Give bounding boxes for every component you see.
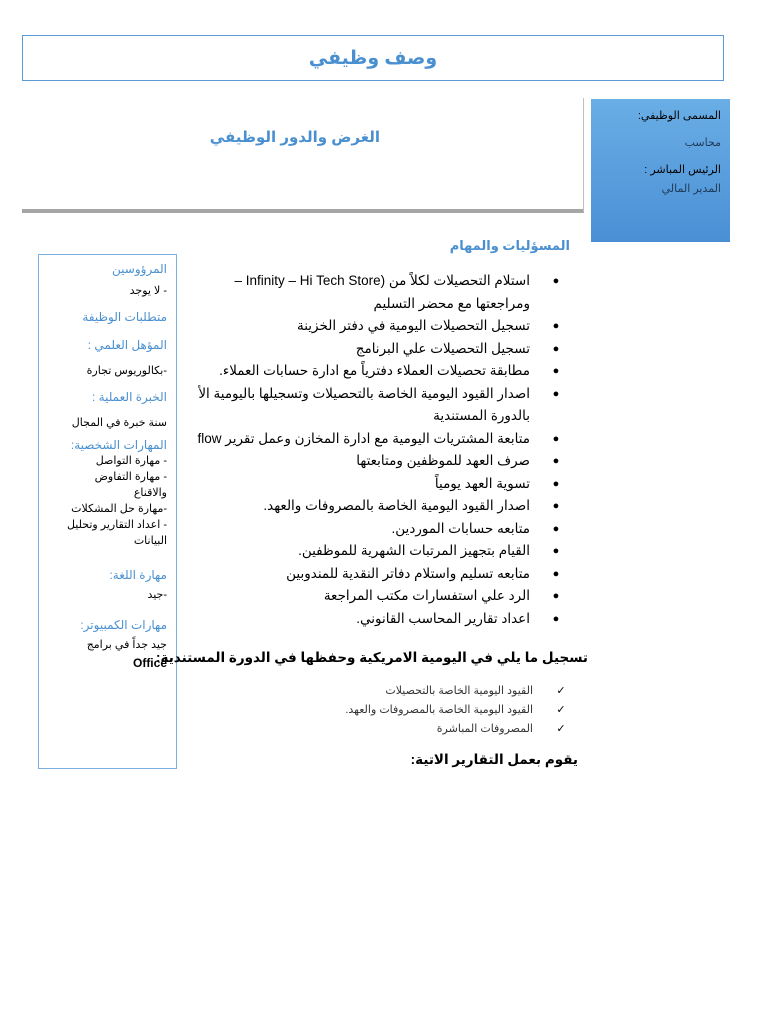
responsibilities-list <box>170 270 562 630</box>
responsibility-text: تسوية العهد يومياً <box>434 475 530 491</box>
qualification-value: -بكالوريوس تجارة <box>86 365 167 377</box>
requirements-sidebar <box>38 254 177 769</box>
list-item <box>170 383 562 428</box>
responsibility-text: تسجيل التحصيلات علي البرنامج <box>355 340 530 356</box>
list-item <box>170 315 562 338</box>
responsibility-text: اعداد تقارير المحاسب القانوني. <box>356 610 530 626</box>
record-items-list <box>300 682 568 739</box>
requirements-heading: متطلبات الوظيفة <box>82 310 167 324</box>
skill-item: البيانات <box>133 535 167 547</box>
list-item <box>170 540 562 563</box>
bullet-icon: ● <box>552 342 560 355</box>
record-heading: تسجيل ما يلي في اليومية الامريكية وحفظها في الدورة المستندية: <box>156 650 588 665</box>
bullet-icon: ● <box>552 590 560 602</box>
list-item <box>170 473 562 496</box>
responsibility-text-cont: بالدورة المستندية <box>433 408 530 423</box>
responsibility-text: القيام بتجهيز المرتبات الشهرية للموظفين. <box>298 543 530 558</box>
record-item-text: القيود اليومية الخاصة بالمصروفات والعهد. <box>345 704 533 716</box>
list-item <box>170 428 562 451</box>
bullet-icon: ● <box>552 365 560 377</box>
language-heading: مهارة اللغة: <box>109 568 167 582</box>
skill-item: -مهارة حل المشكلات <box>71 503 167 515</box>
experience-heading: الخبرة العملية : <box>91 390 167 404</box>
job-title-value: محاسب <box>684 137 721 149</box>
document-title-box <box>22 35 724 81</box>
bullet-icon: ● <box>552 500 560 512</box>
manager-value: المدير المالي <box>661 183 721 195</box>
responsibility-text: مطابقة تحصيلات العملاء دفترياً مع ادارة حسابات العملاء. <box>219 363 530 378</box>
manager-label: الرئيس المباشر : <box>644 164 721 176</box>
skill-item: - مهارة التفاوض <box>94 471 167 483</box>
purpose-heading: الغرض والدور الوظيفي <box>209 129 380 146</box>
list-item <box>170 563 562 586</box>
job-title-label: المسمى الوظيفي: <box>637 110 721 122</box>
skill-item: - اعداد التقارير وتحليل <box>66 519 167 531</box>
list-item <box>300 682 568 701</box>
section-divider <box>22 209 584 213</box>
reports-heading: يقوم بعمل التقارير الاتية: <box>410 752 578 767</box>
responsibility-text: اصدار القيود اليومية الخاصة بالتحصيلات وتسجيلها باليومية الأ <box>198 385 530 401</box>
list-item <box>170 270 562 315</box>
computer-value-office: Office <box>132 656 167 670</box>
list-item <box>170 518 562 541</box>
responsibility-text-cont: ومراجعتها مع محضر التسليم <box>373 295 530 311</box>
bullet-icon: ● <box>552 612 560 625</box>
language-value: -جيد <box>147 589 167 601</box>
qualification-heading: المؤهل العلمي : <box>87 338 167 352</box>
vertical-divider <box>583 98 584 212</box>
record-item-text: القيود اليومية الخاصة بالتحصيلات <box>385 685 533 697</box>
responsibility-text: متابعه تسليم واستلام دفاتر النقدية للمندوبين <box>286 565 530 581</box>
list-item <box>170 495 562 518</box>
bullet-icon: ● <box>552 567 560 580</box>
bullet-icon: ● <box>552 522 560 535</box>
skill-item: والاقناع <box>133 487 167 499</box>
responsibility-text: الرد علي استفسارات مكتب المراجعة <box>323 588 530 603</box>
subordinates-heading: المرؤوسين <box>112 262 167 276</box>
checkmark-icon: ✓ <box>556 685 566 697</box>
document-title: وصف وظيفي <box>308 47 438 69</box>
skills-heading: المهارات الشخصية: <box>70 438 167 452</box>
computer-heading: مهارات الكمبيوتر: <box>80 618 167 632</box>
bullet-icon: ● <box>552 320 560 332</box>
list-item <box>170 608 562 631</box>
job-info-box <box>591 99 730 242</box>
list-item <box>170 450 562 473</box>
bullet-icon: ● <box>552 477 560 490</box>
responsibility-text: تسجيل التحصيلات اليومية في دفتر الخزينة <box>296 318 530 333</box>
bullet-icon: ● <box>552 275 560 287</box>
record-item-text: المصروفات المباشرة <box>436 723 533 735</box>
bullet-icon: ● <box>552 432 560 445</box>
responsibility-text: استلام التحصيلات لكلاً من (Infinity – Hi Tech Store – <box>234 273 530 288</box>
responsibility-text: متابعه حسابات الموردين. <box>391 520 530 536</box>
bullet-icon: ● <box>552 545 560 557</box>
checkmark-icon: ✓ <box>556 723 566 735</box>
list-item <box>300 701 568 720</box>
experience-value: سنة خبرة في المجال <box>71 417 167 429</box>
bullet-icon: ● <box>552 387 560 400</box>
list-item <box>300 720 568 739</box>
responsibility-text: صرف العهد للموظفين ومتابعتها <box>356 453 530 468</box>
responsibility-text: متابعة المشتريات اليومية مع ادارة المخازن وعمل تقرير flow <box>197 430 530 446</box>
checkmark-icon: ✓ <box>556 704 566 716</box>
list-item <box>170 338 562 361</box>
skill-item: - مهارة التواصل <box>95 455 167 467</box>
responsibility-text: اصدار القيود اليومية الخاصة بالمصروفات والعهد. <box>263 498 530 513</box>
computer-value: جيد جداً في برامج <box>86 639 167 651</box>
subordinates-value: - لا يوجد <box>129 285 167 297</box>
bullet-icon: ● <box>552 455 560 467</box>
list-item <box>170 360 562 383</box>
responsibilities-heading: المسؤليات والمهام <box>449 238 570 253</box>
list-item <box>170 585 562 608</box>
